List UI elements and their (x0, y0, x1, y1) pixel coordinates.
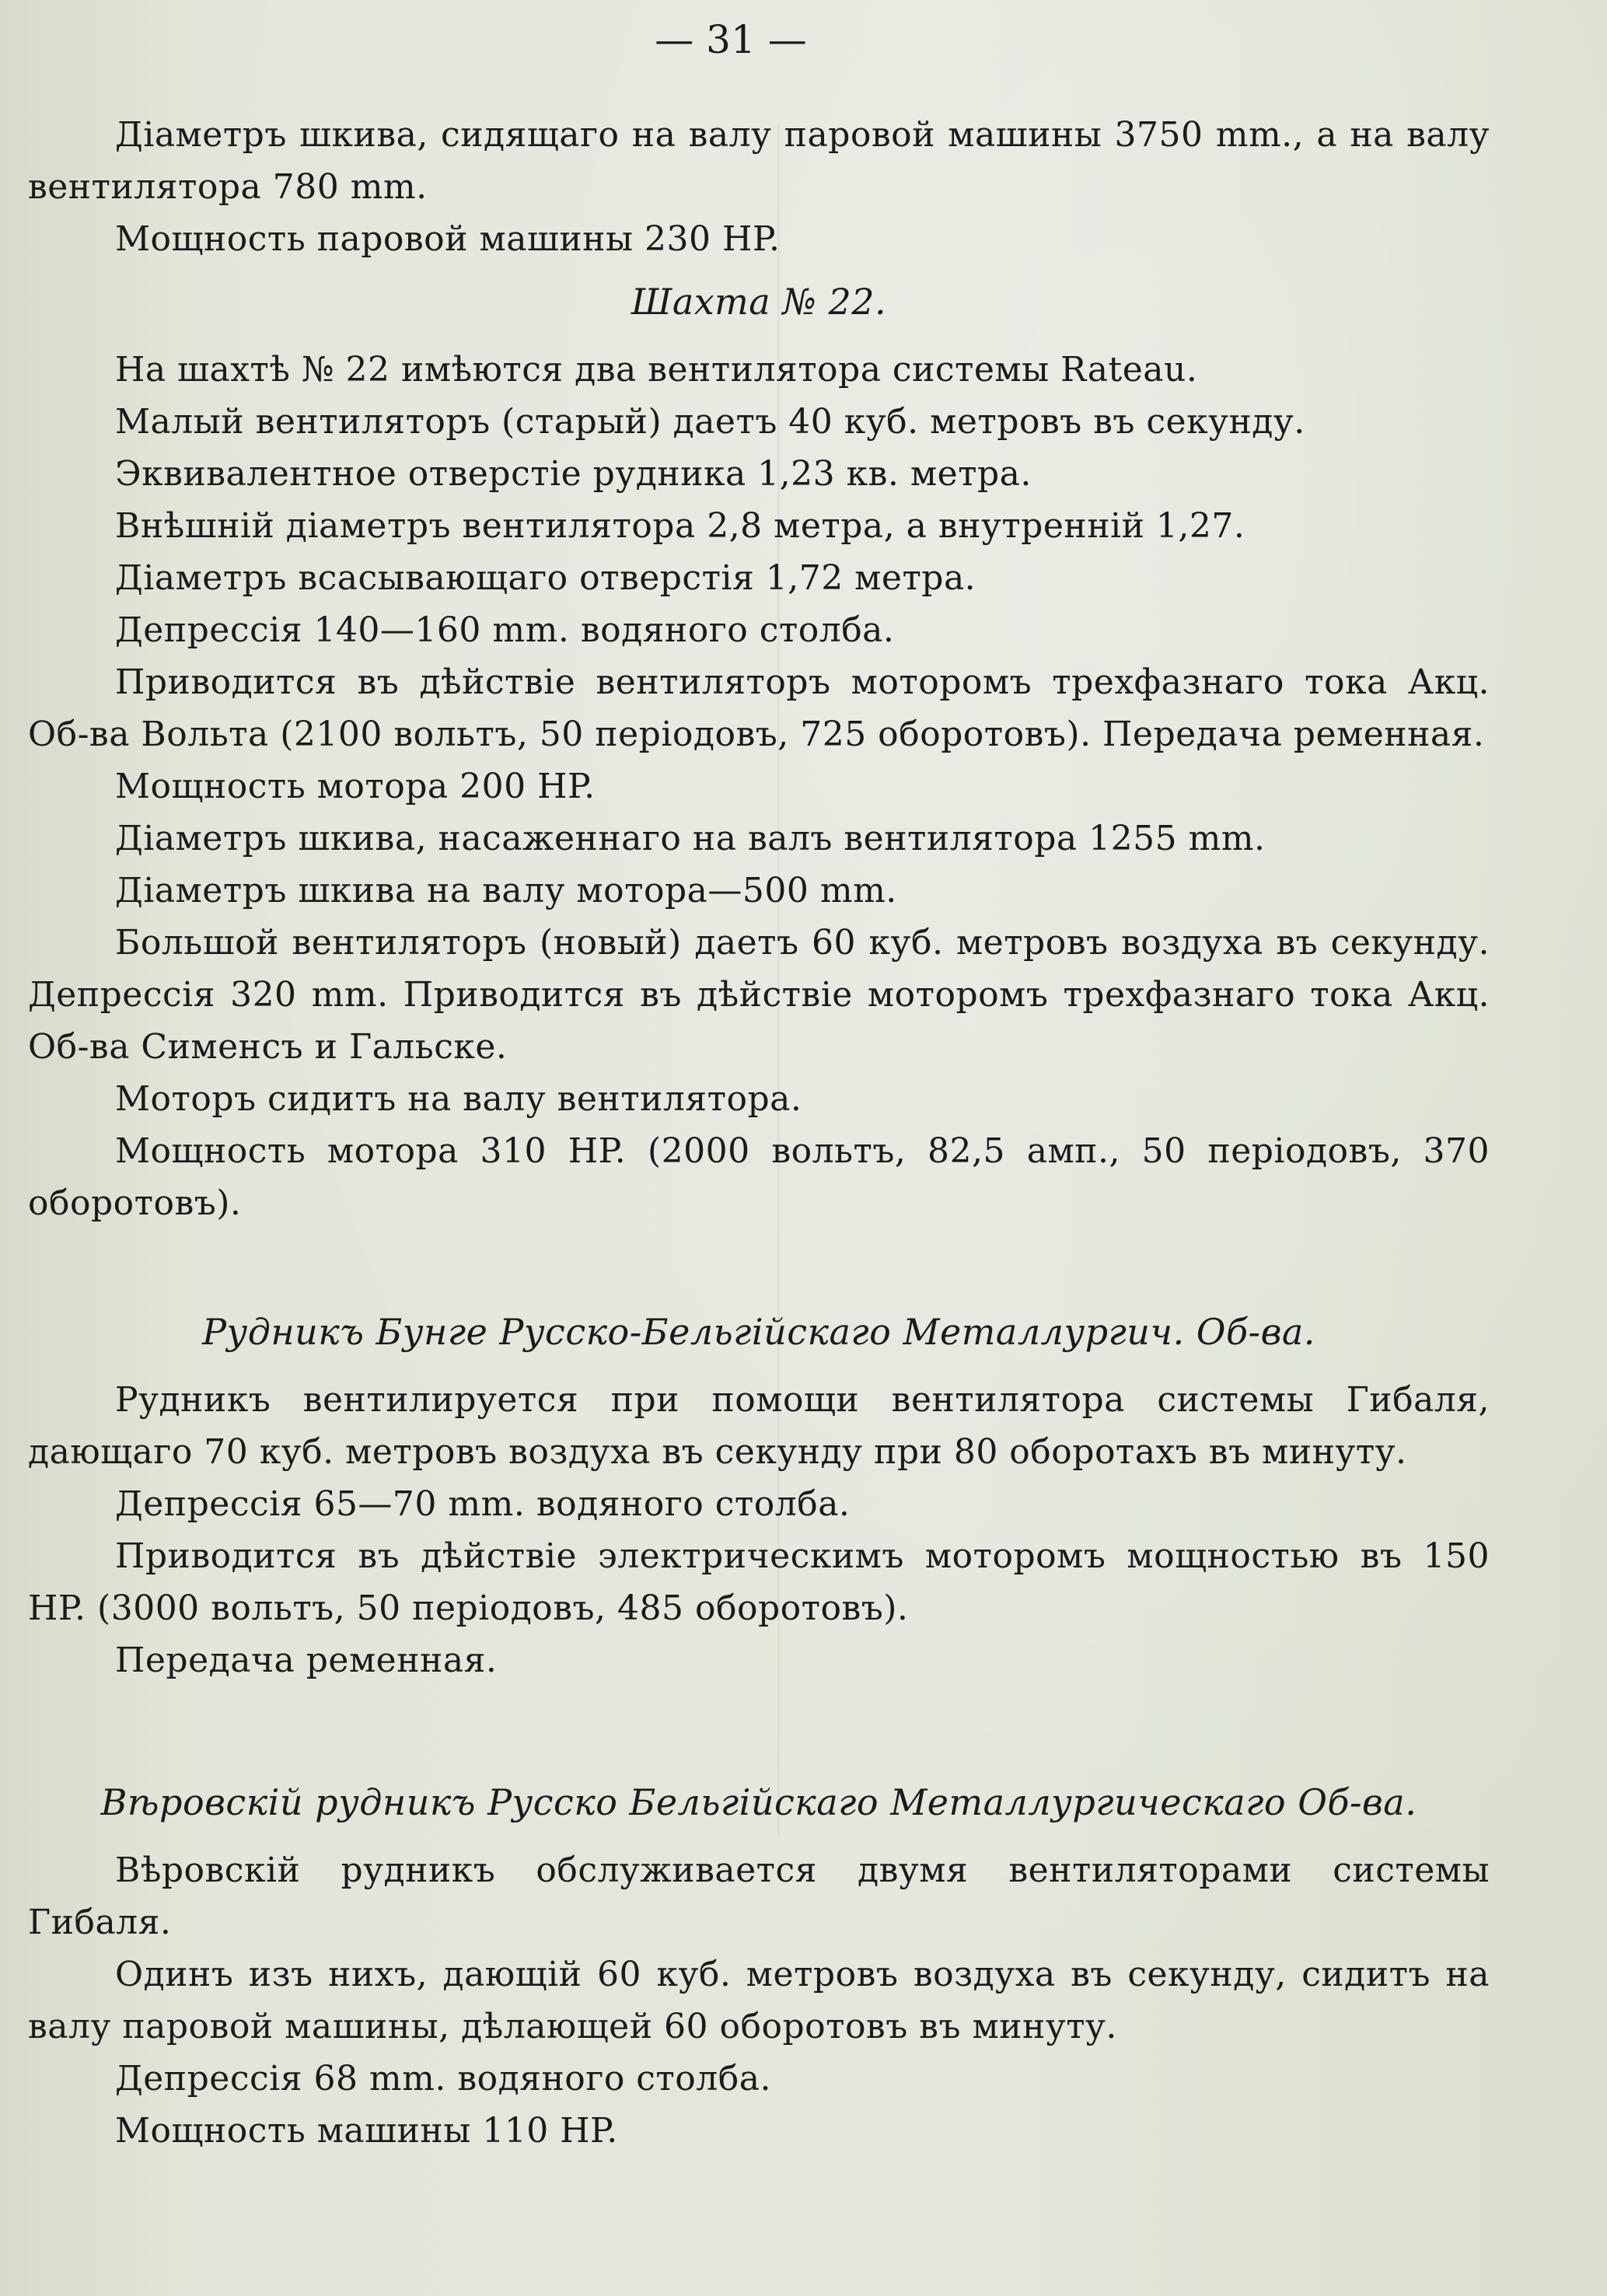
section-verovsky-mine (28, 1777, 1490, 2157)
paragraph: Діаметръ всасывающаго отверстія 1,72 метра. (115, 558, 976, 598)
page-number: — 31 — (655, 17, 807, 62)
paragraph: Приводится въ дѣйствіе электрическимъ моторомъ мощностью въ 150 HP. (3000 вольтъ, 50 періодовъ, 485 оборотовъ). (28, 1536, 1490, 1628)
paragraph: На шахтѣ № 22 имѣются два вентилятора системы Rateau. (115, 350, 1198, 390)
paragraph: Приводится въ дѣйствіе вентиляторъ моторомъ трехфазнаго тока Акц. Об-ва Вольта (2100 вольтъ, 50 періодовъ, 725 оборотовъ). Передача ременная. (28, 662, 1490, 754)
paragraph: Моторъ сидитъ на валу вентилятора. (115, 1079, 802, 1119)
paragraph: Передача ременная. (115, 1641, 498, 1680)
paragraph: Депрессія 140—160 mm. водяного столба. (115, 610, 895, 650)
section-heading: Рудникъ Бунге Русско-Бельгійскаго Металлургич. Об-ва. (202, 1311, 1315, 1353)
section-heading: Шахта № 22. (631, 281, 887, 323)
paragraph: Внѣшній діаметръ вентилятора 2,8 метра, а внутренній 1,27. (115, 506, 1245, 546)
paragraph: Мощность мотора 310 HP. (2000 вольтъ, 82,5 амп., 50 періодовъ, 370 оборотовъ). (28, 1131, 1490, 1223)
paragraph: Большой вентиляторъ (новый) даетъ 60 куб. метровъ воздуха въ секунду. Депрессія 320 mm. Приводится въ дѣйствіе моторомъ трехфазнаго тока Акц. Об-ва Сименсъ и Гальске. (28, 923, 1490, 1067)
paragraph: Малый вентиляторъ (старый) даетъ 40 куб. метровъ въ секунду. (115, 402, 1305, 442)
paragraph: Діаметръ шкива, насаженнаго на валъ вентилятора 1255 mm. (115, 819, 1266, 858)
section-heading: Вѣровскій рудникъ Русско Бельгійскаго Металлургическаго Об-ва. (100, 1781, 1417, 1823)
section-shaft-22 (28, 276, 1490, 1229)
paragraph: Депрессія 65—70 mm. водяного столба. (115, 1484, 851, 1524)
section-bunge-mine (28, 1306, 1490, 1686)
paragraph: Рудникъ вентилируется при помощи вентилятора системы Гибаля, дающаго 70 куб. метровъ воздуха въ секунду при 80 оборотахъ въ минуту. (28, 1380, 1490, 1472)
body-top (28, 109, 1490, 265)
paragraph: Мощность паровой машины 230 HP. (115, 219, 781, 259)
paragraph: Діаметръ шкива, сидящаго на валу паровой машины 3750 mm., а на валу вентилятора 780 mm. (28, 115, 1490, 207)
paragraph: Мощность машины 110 HP. (115, 2111, 618, 2151)
paragraph: Мощность мотора 200 HP. (115, 767, 596, 806)
paragraph: Діаметръ шкива на валу мотора—500 mm. (115, 871, 897, 910)
paragraph: Эквивалентное отверстіе рудника 1,23 кв. метра. (115, 454, 1032, 494)
paragraph: Вѣровскій рудникъ обслуживается двумя вентиляторами системы Гибаля. (28, 1850, 1490, 1942)
paragraph: Одинъ изъ нихъ, дающій 60 куб. метровъ воздуха въ секунду, сидитъ на валу паровой машины, дѣлающей 60 оборотовъ въ минуту. (28, 1955, 1490, 2046)
paragraph: Депрессія 68 mm. водяного столба. (115, 2059, 771, 2099)
